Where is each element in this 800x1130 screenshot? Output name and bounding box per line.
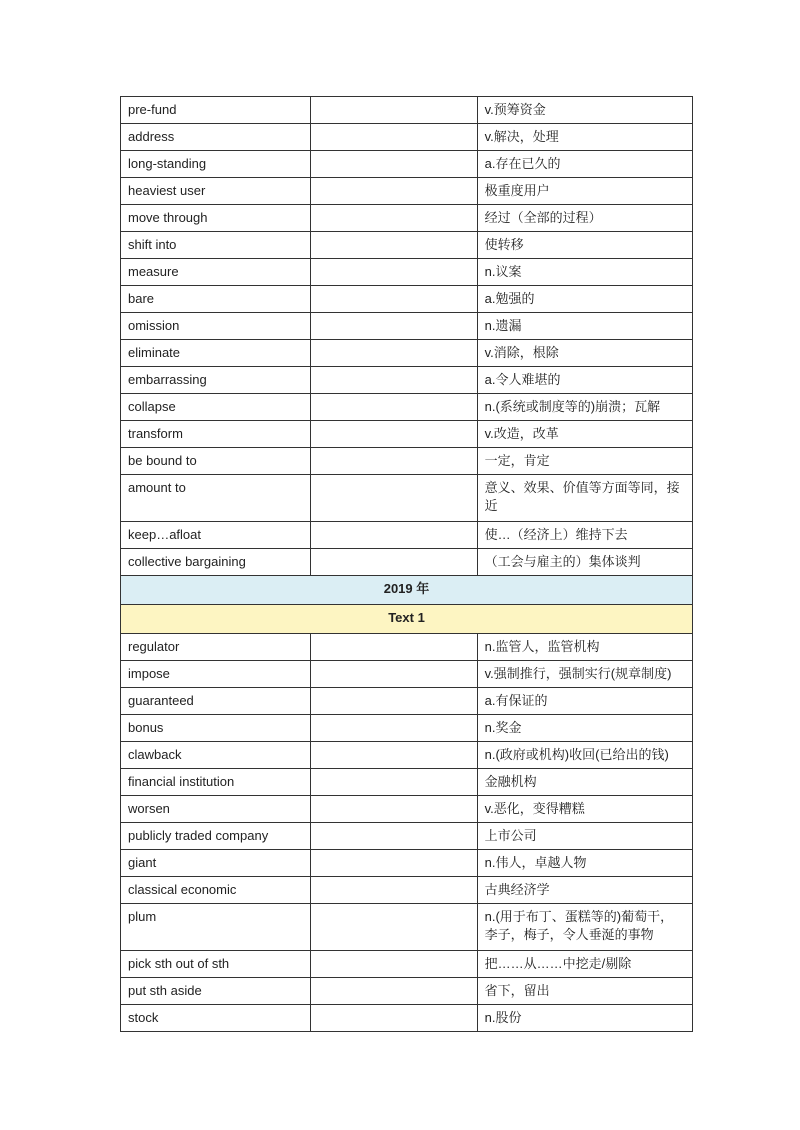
chinese-meaning: a.勉强的 (477, 286, 692, 313)
english-term: pick sth out of sth (121, 951, 311, 978)
english-term: measure (121, 259, 311, 286)
chinese-meaning: v.改造，改革 (477, 421, 692, 448)
vocab-row (121, 715, 693, 742)
chinese-meaning: n.议案 (477, 259, 692, 286)
blank-cell (311, 522, 477, 549)
english-term: stock (121, 1005, 311, 1032)
english-term: plum (121, 904, 311, 951)
vocabulary-table (120, 96, 693, 1032)
english-term: impose (121, 661, 311, 688)
english-term: regulator (121, 634, 311, 661)
vocab-row (121, 97, 693, 124)
english-term: pre-fund (121, 97, 311, 124)
blank-cell (311, 394, 477, 421)
blank-cell (311, 951, 477, 978)
blank-cell (311, 823, 477, 850)
blank-cell (311, 769, 477, 796)
blank-cell (311, 978, 477, 1005)
vocab-row (121, 850, 693, 877)
blank-cell (311, 367, 477, 394)
vocab-row (121, 634, 693, 661)
text-heading: Text 1 (121, 605, 693, 634)
blank-cell (311, 688, 477, 715)
chinese-meaning: v.解决，处理 (477, 124, 692, 151)
chinese-meaning: n.伟人，卓越人物 (477, 850, 692, 877)
chinese-meaning: 极重度用户 (477, 178, 692, 205)
chinese-meaning: 意义、效果、价值等方面等同，接近 (477, 475, 692, 522)
vocab-row (121, 151, 693, 178)
chinese-meaning: n.(政府或机构)收回(已给出的钱) (477, 742, 692, 769)
chinese-meaning: 使转移 (477, 232, 692, 259)
blank-cell (311, 421, 477, 448)
chinese-meaning: a.令人难堪的 (477, 367, 692, 394)
english-term: worsen (121, 796, 311, 823)
chinese-meaning: 一定，肯定 (477, 448, 692, 475)
chinese-meaning: a.存在已久的 (477, 151, 692, 178)
chinese-meaning: 上市公司 (477, 823, 692, 850)
vocabulary-table-body (121, 97, 693, 1032)
english-term: be bound to (121, 448, 311, 475)
blank-cell (311, 178, 477, 205)
vocab-row (121, 877, 693, 904)
chinese-meaning: v.预筹资金 (477, 97, 692, 124)
blank-cell (311, 475, 477, 522)
vocab-row (121, 742, 693, 769)
english-term: financial institution (121, 769, 311, 796)
vocab-row (121, 394, 693, 421)
vocab-row (121, 313, 693, 340)
vocab-row (121, 978, 693, 1005)
blank-cell (311, 340, 477, 367)
english-term: address (121, 124, 311, 151)
vocab-row (121, 259, 693, 286)
chinese-meaning: a.有保证的 (477, 688, 692, 715)
vocab-row (121, 475, 693, 522)
blank-cell (311, 205, 477, 232)
year-heading: 2019 年 (121, 576, 693, 605)
vocab-row (121, 367, 693, 394)
chinese-meaning: 把……从……中挖走/剔除 (477, 951, 692, 978)
chinese-meaning: 古典经济学 (477, 877, 692, 904)
vocab-row (121, 448, 693, 475)
chinese-meaning: （工会与雇主的）集体谈判 (477, 549, 692, 576)
english-term: heaviest user (121, 178, 311, 205)
chinese-meaning: 省下，留出 (477, 978, 692, 1005)
blank-cell (311, 151, 477, 178)
english-term: giant (121, 850, 311, 877)
blank-cell (311, 877, 477, 904)
vocab-row (121, 421, 693, 448)
blank-cell (311, 232, 477, 259)
vocab-row (121, 124, 693, 151)
chinese-meaning: n.股份 (477, 1005, 692, 1032)
english-term: omission (121, 313, 311, 340)
vocab-row (121, 178, 693, 205)
vocab-row (121, 661, 693, 688)
english-term: eliminate (121, 340, 311, 367)
year-header-row (121, 576, 693, 605)
blank-cell (311, 634, 477, 661)
blank-cell (311, 313, 477, 340)
english-term: bare (121, 286, 311, 313)
vocab-row (121, 951, 693, 978)
english-term: publicly traded company (121, 823, 311, 850)
vocab-row (121, 340, 693, 367)
english-term: transform (121, 421, 311, 448)
vocab-row (121, 286, 693, 313)
english-term: collective bargaining (121, 549, 311, 576)
chinese-meaning: v.恶化，变得糟糕 (477, 796, 692, 823)
english-term: long-standing (121, 151, 311, 178)
english-term: classical economic (121, 877, 311, 904)
english-term: clawback (121, 742, 311, 769)
text-header-row (121, 605, 693, 634)
vocab-row (121, 796, 693, 823)
blank-cell (311, 1005, 477, 1032)
chinese-meaning: v.强制推行，强制实行(规章制度) (477, 661, 692, 688)
blank-cell (311, 286, 477, 313)
vocab-row (121, 823, 693, 850)
blank-cell (311, 796, 477, 823)
english-term: embarrassing (121, 367, 311, 394)
blank-cell (311, 124, 477, 151)
blank-cell (311, 904, 477, 951)
blank-cell (311, 259, 477, 286)
chinese-meaning: n.遗漏 (477, 313, 692, 340)
english-term: put sth aside (121, 978, 311, 1005)
chinese-meaning: 经过（全部的过程） (477, 205, 692, 232)
english-term: bonus (121, 715, 311, 742)
english-term: amount to (121, 475, 311, 522)
blank-cell (311, 850, 477, 877)
chinese-meaning: n.奖金 (477, 715, 692, 742)
vocab-row (121, 205, 693, 232)
english-term: move through (121, 205, 311, 232)
chinese-meaning: 金融机构 (477, 769, 692, 796)
english-term: guaranteed (121, 688, 311, 715)
blank-cell (311, 661, 477, 688)
vocab-row (121, 549, 693, 576)
chinese-meaning: n.(用于布丁、蛋糕等的)葡萄干，李子，梅子，令人垂涎的事物 (477, 904, 692, 951)
blank-cell (311, 549, 477, 576)
vocab-row (121, 1005, 693, 1032)
chinese-meaning: v.消除，根除 (477, 340, 692, 367)
blank-cell (311, 715, 477, 742)
blank-cell (311, 97, 477, 124)
vocab-row (121, 769, 693, 796)
vocab-row (121, 904, 693, 951)
blank-cell (311, 448, 477, 475)
english-term: collapse (121, 394, 311, 421)
chinese-meaning: 使…（经济上）维持下去 (477, 522, 692, 549)
blank-cell (311, 742, 477, 769)
english-term: shift into (121, 232, 311, 259)
chinese-meaning: n.监管人，监管机构 (477, 634, 692, 661)
vocab-row (121, 688, 693, 715)
english-term: keep…afloat (121, 522, 311, 549)
vocab-row (121, 232, 693, 259)
chinese-meaning: n.(系统或制度等的)崩溃；瓦解 (477, 394, 692, 421)
vocab-row (121, 522, 693, 549)
